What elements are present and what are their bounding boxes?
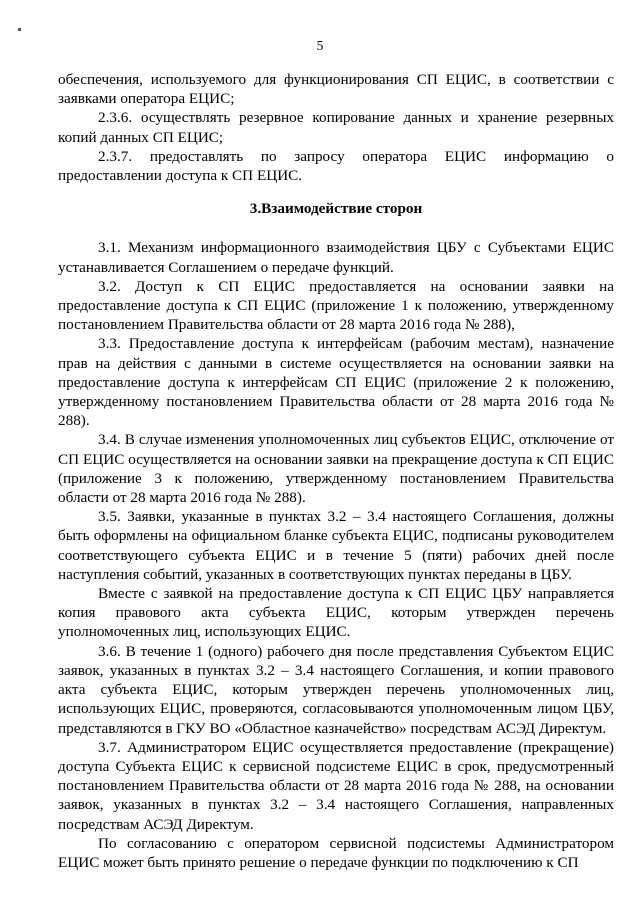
paragraph-continued: обеспечения, используемого для функционирования СП ЕЦИС, в соответствии с заявками оператора ЕЦИС; [58,71,614,108]
paragraph-3-1: 3.1. Механизм информационного взаимодействия ЦБУ с Субъектами ЕЦИС устанавливается Соглашением о передаче функций. [58,239,614,276]
paragraph-3-3: 3.3. Предоставление доступа к интерфейсам (рабочим местам), назначение прав на действия с данными в системе осуществляется на основании заявки на предоставление доступа к интерфейсам СП ЕЦИС (приложение 2 к положению, утвержденному постановлением Правительства области от 28 марта 2016 года № 288). [58,335,614,430]
scan-artifact [18,28,21,31]
paragraph-3-2: 3.2. Доступ к СП ЕЦИС предоставляется на основании заявки на предоставление доступа к СП ЕЦИС (приложение 1 к положению, утвержденному постановлением Правительства области от 28 марта 2016 года № 288), [58,277,614,334]
document-body [58,70,614,872]
paragraph-3-5-note: Вместе с заявкой на предоставление доступа к СП ЕЦИС ЦБУ направляется копия правового акта субъекта ЕЦИС, которым утвержден перечень уполномоченных лиц, использующих ЕЦИС. [58,585,614,641]
paragraph-3-7-note: По согласованию с оператором сервисной подсистемы Администратором ЕЦИС может быть принято решение о передаче функции по подключению к СП [58,834,614,871]
page-number: 5 [316,38,324,53]
paragraph-3-7: 3.7. Администратором ЕЦИС осуществляется предоставление (прекращение) доступа Субъекта ЕЦИС к сервисной подсистеме ЕЦИС в срок, предусмотренный постановлением Правительства области от 28 марта 2016 года № 288, на основании заявок, указанных в пунктах 3.2 – 3.4 настоящего Соглашения, направленных посредствам АСЭД Директум. [58,738,614,833]
paragraph-3-4: 3.4. В случае изменения уполномоченных лиц субъектов ЕЦИС, отключение от СП ЕЦИС осуществляется на основании заявки на прекращение доступа к СП ЕЦИС (приложение 3 к положению, утвержденному постановлением Правительства области от 28 марта 2016 года № 288). [58,431,614,507]
paragraph-2-3-7: 2.3.7. предоставлять по запросу оператора ЕЦИС информацию о предоставлении доступа к СП ЕЦИС. [58,147,614,185]
paragraph-2-3-6: 2.3.6. осуществлять резервное копирование данных и хранение резервных копий данных СП ЕЦИС; [58,109,614,146]
paragraph-3-6: 3.6. В течение 1 (одного) рабочего дня после представления Субъектом ЕЦИС заявок, указанных в пунктах 3.2 – 3.4 настоящего Соглашения, и копии правового акта субъекта ЕЦИС, которым утвержден перечень уполномоченных лиц, использующих ЕЦИС, проверяются, согласовываются уполномоченным лицом ЦБУ, представляются в ГКУ ВО «Областное казначейство» посредствам АСЭД Директум. [58,642,614,737]
section-heading: 3.Взаимодействие сторон [249,200,423,218]
paragraph-3-5: 3.5. Заявки, указанные в пунктах 3.2 – 3.4 настоящего Соглашения, должны быть оформлены на официальном бланке субъекта ЕЦИС, подписаны руководителем соответствующего субъекта ЕЦИС и в течение 5 (пяти) рабочих дней после наступления событий, указанных в соответствующих пунктах переданы в ЦБУ. [58,508,614,583]
